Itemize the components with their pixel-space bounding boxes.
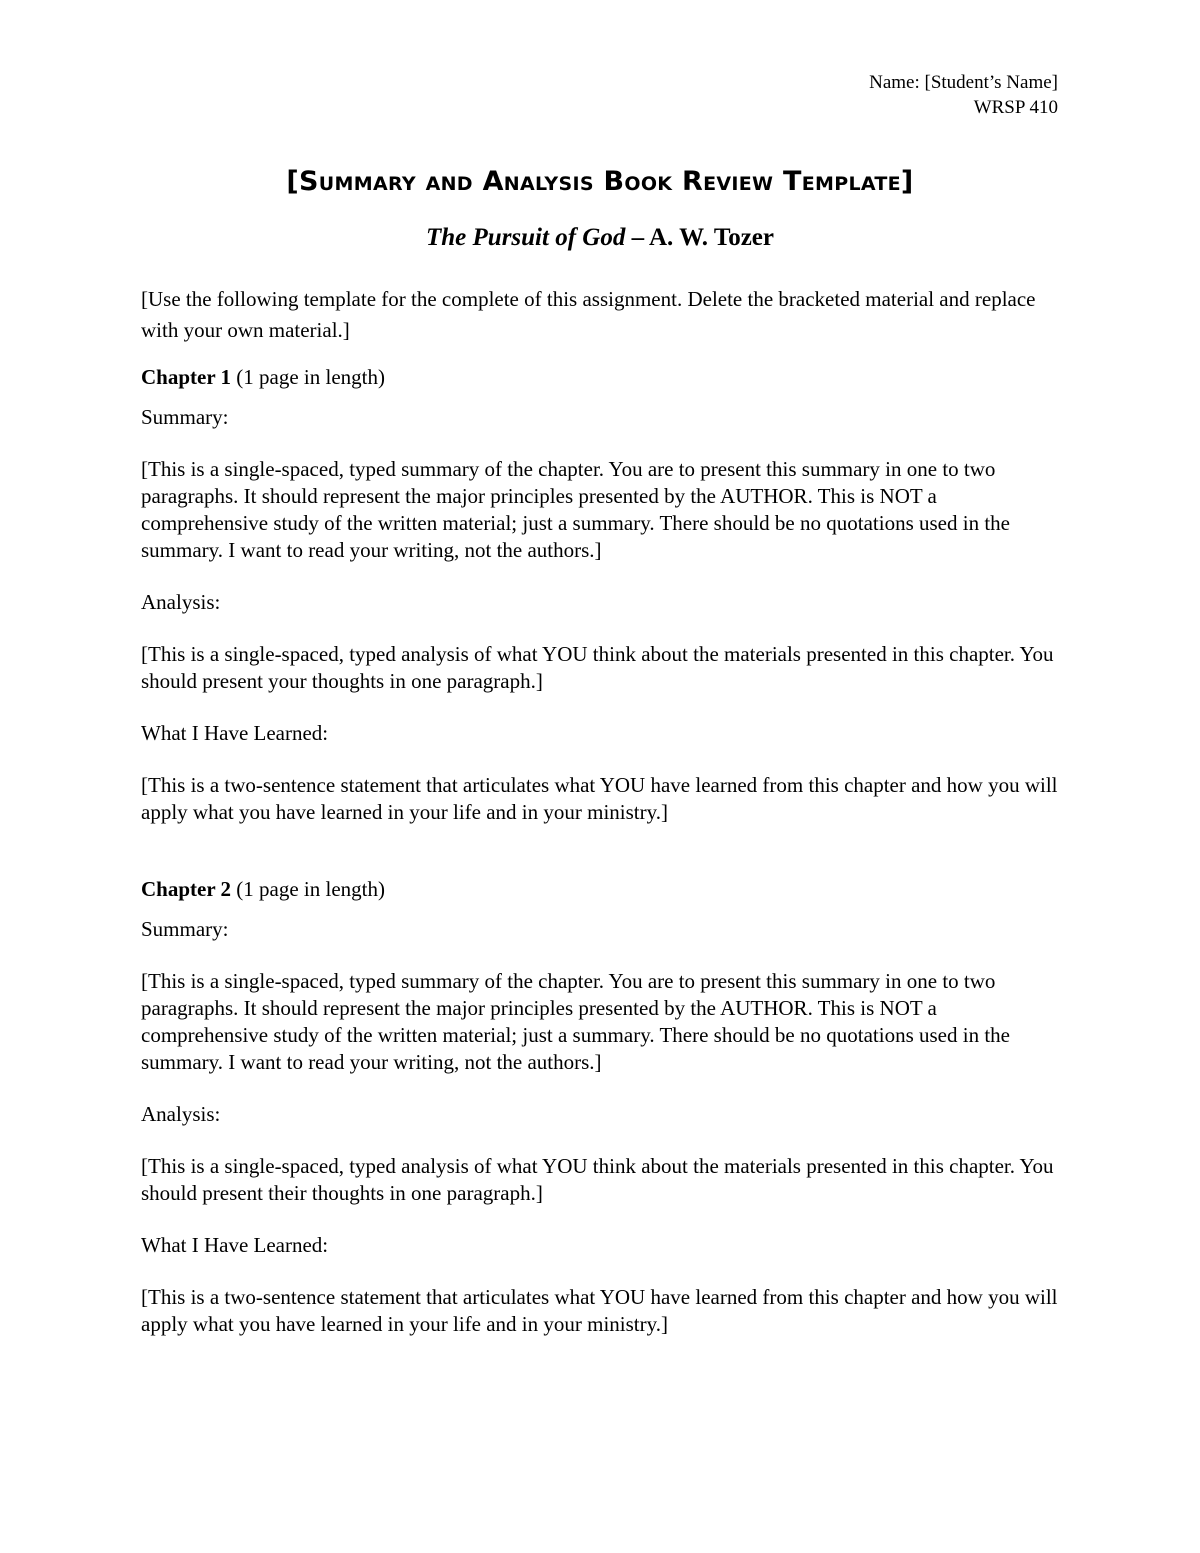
header-block xyxy=(869,70,1058,120)
summary-text: [This is a single-spaced, typed summary of the chapter. You are to present this summary in one to two paragraphs. It should represent the major principles presented by the AUTHOR. This is NOT a comprehensive study of the written material; just a summary. There should be no quotations used in the summary. I want to read your writing, not the authors.] xyxy=(141,457,1010,562)
book-title: The Pursuit of God xyxy=(426,224,626,251)
chapter-length: (1 page in length) xyxy=(231,365,385,389)
analysis-label: Analysis: xyxy=(141,590,221,614)
book-subtitle xyxy=(0,224,1200,252)
course-code-line: WRSP 410 xyxy=(973,97,1058,118)
learned-text: [This is a two-sentence statement that articulates what YOU have learned from this chapter and how you will apply what you have learned in your life and in your ministry.] xyxy=(141,773,1058,824)
chapter-label: Chapter 2 xyxy=(141,877,232,901)
summary-label: Summary: xyxy=(141,405,229,429)
document-body xyxy=(141,284,1061,1388)
book-author: A. W. Tozer xyxy=(648,224,774,251)
chapter-1-section xyxy=(141,364,1061,826)
chapter-length: (1 page in length) xyxy=(231,877,385,901)
student-name-line: Name: [Student’s Name] xyxy=(869,72,1058,93)
learned-label: What I Have Learned: xyxy=(141,721,329,745)
chapter-heading xyxy=(141,364,1061,391)
subtitle-separator: – xyxy=(625,224,649,251)
summary-text: [This is a single-spaced, typed summary of the chapter. You are to present this summary in one to two paragraphs. It should represent the major principles presented by the AUTHOR. This is NOT a comprehensive study of the written material; just a summary. There should be no quotations used in the summary. I want to read your writing, not the authors.] xyxy=(141,969,1010,1074)
document-title: [Summary and Analysis Book Review Template] xyxy=(286,166,914,197)
chapter-2-section xyxy=(141,876,1061,1338)
analysis-text: [This is a single-spaced, typed analysis of what YOU think about the materials presented in this chapter. You should present their thoughts in one paragraph.] xyxy=(141,1154,1054,1205)
learned-text: [This is a two-sentence statement that articulates what YOU have learned from this chapter and how you will apply what you have learned in your life and in your ministry.] xyxy=(141,1285,1058,1336)
analysis-text: [This is a single-spaced, typed analysis of what YOU think about the materials presented in this chapter. You should present your thoughts in one paragraph.] xyxy=(141,642,1054,693)
summary-label: Summary: xyxy=(141,917,229,941)
chapter-label: Chapter 1 xyxy=(141,365,232,389)
chapter-heading xyxy=(141,876,1061,903)
intro-instructions: [Use the following template for the complete of this assignment. Delete the bracketed material and replace with your own material.] xyxy=(141,287,1036,342)
analysis-label: Analysis: xyxy=(141,1102,221,1126)
learned-label: What I Have Learned: xyxy=(141,1233,329,1257)
